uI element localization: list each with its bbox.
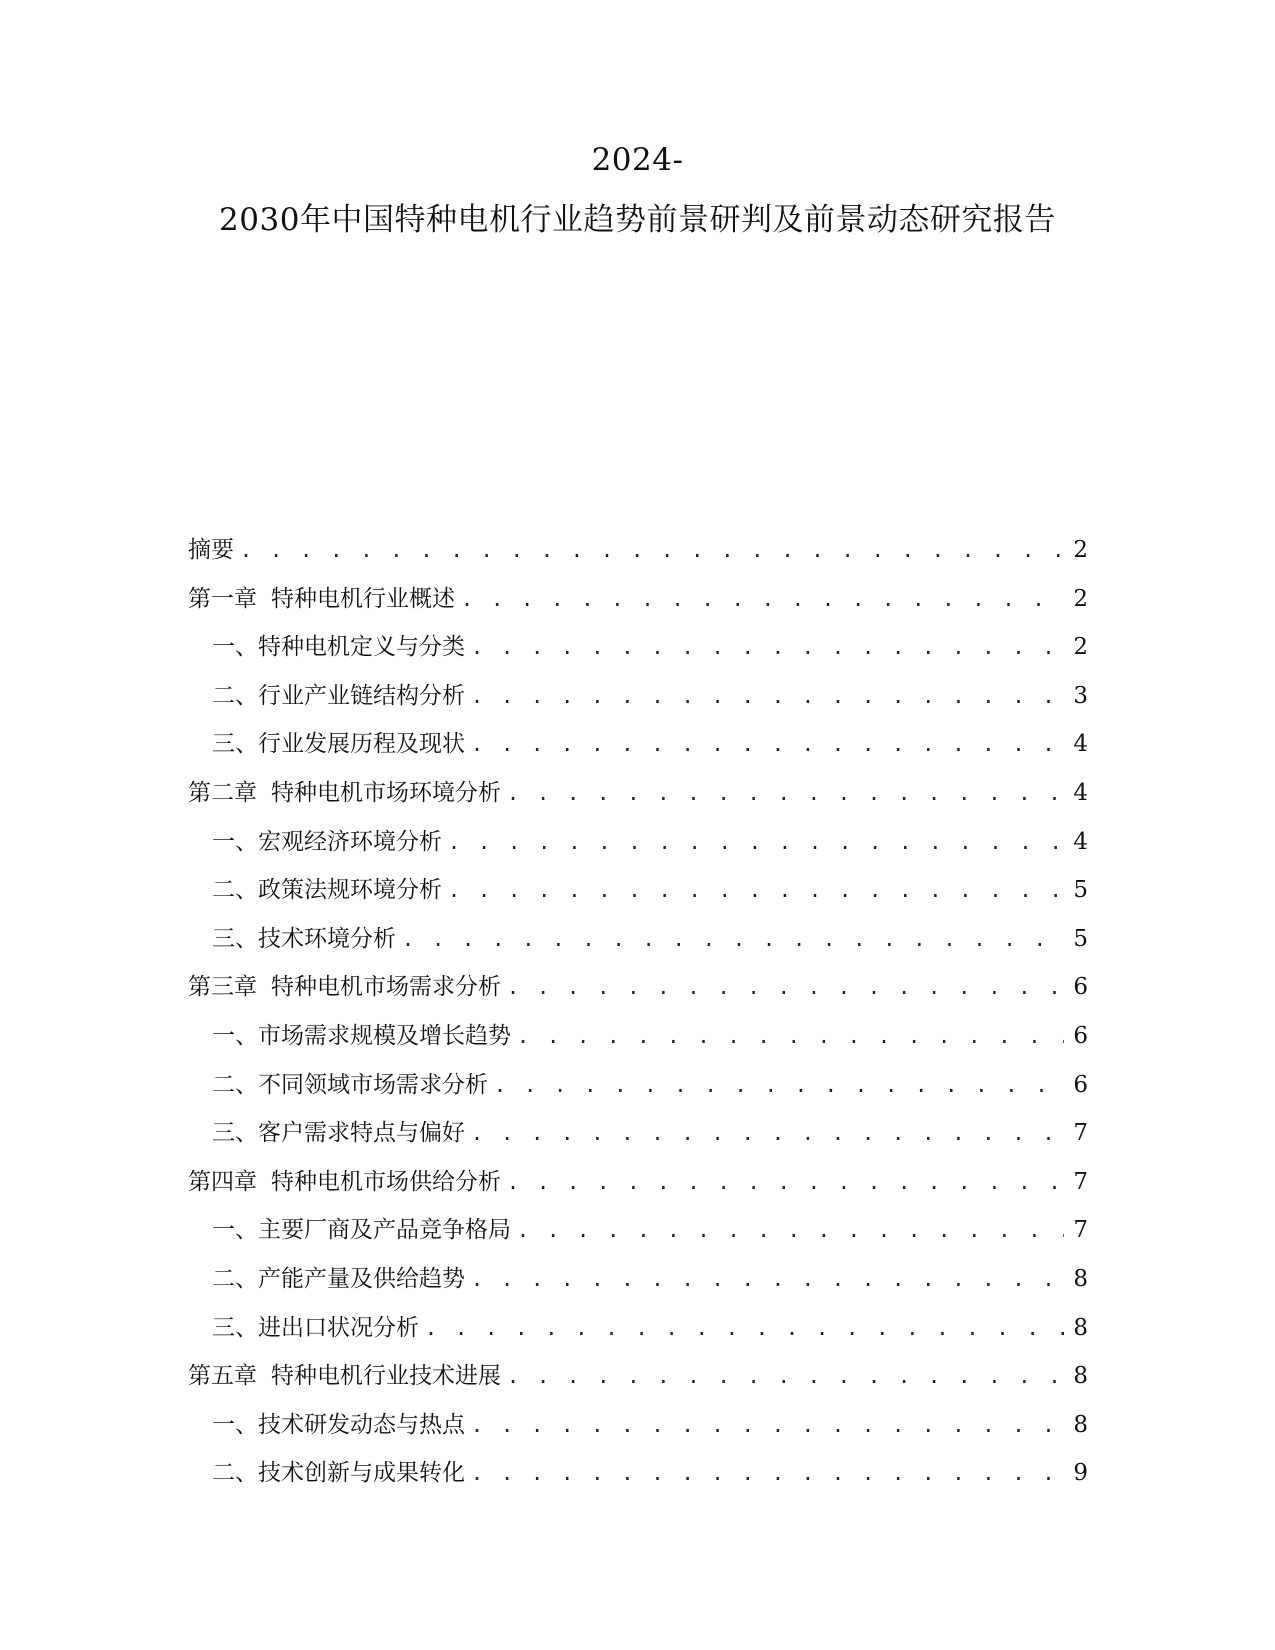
toc-entry[interactable] (188, 778, 1088, 827)
toc-entry[interactable] (188, 1167, 1088, 1216)
toc-page-number: 2 (1073, 537, 1088, 563)
toc-section-number: 一、 (212, 1411, 258, 1438)
toc-dot-leader (448, 827, 1064, 857)
toc-entry[interactable] (188, 1070, 1088, 1119)
toc-entry-label: 产能产量及供给趋势 (258, 1265, 465, 1292)
toc-chapter-number: 第二章 (188, 779, 257, 806)
toc-entry[interactable] (188, 972, 1088, 1021)
toc-page-number: 3 (1073, 682, 1088, 709)
toc-dot-leader (471, 1458, 1064, 1488)
toc-dot-leader (471, 632, 1064, 662)
toc-dot-leader (471, 1118, 1064, 1148)
toc-entry[interactable] (188, 1215, 1088, 1264)
toc-section-number: 一、 (212, 828, 258, 855)
toc-chapter-number: 第三章 (188, 974, 257, 1001)
toc-section-number: 一、 (212, 634, 258, 661)
toc-page-number: 7 (1073, 1168, 1088, 1195)
toc-dot-leader (461, 584, 1064, 614)
toc-page-number: 5 (1073, 877, 1088, 904)
toc-section-number: 三、 (212, 1120, 258, 1147)
toc-entry[interactable] (188, 729, 1088, 778)
toc-dot-leader (507, 1361, 1064, 1391)
toc-page-number: 2 (1073, 634, 1088, 661)
toc-dot-leader (471, 681, 1064, 711)
toc-entry[interactable] (188, 1313, 1088, 1362)
toc-entry-label: 行业发展历程及现状 (258, 731, 465, 758)
toc-page-number: 4 (1073, 731, 1088, 758)
toc-entry-label: 客户需求特点与偏好 (258, 1120, 465, 1147)
toc-entry-label: 技术研发动态与热点 (258, 1411, 465, 1438)
toc-section-number: 一、 (212, 1217, 258, 1244)
toc-entry-label: 特种电机定义与分类 (258, 634, 465, 661)
toc-section-number: 一、 (212, 1022, 258, 1049)
toc-page-number: 8 (1073, 1265, 1088, 1292)
toc-dot-leader (471, 1264, 1064, 1294)
toc-section-number: 二、 (212, 877, 258, 904)
toc-entry[interactable] (188, 827, 1088, 876)
toc-dot-leader (507, 778, 1064, 808)
toc-entry-label: 主要厂商及产品竞争格局 (258, 1217, 511, 1244)
toc-dot-leader (402, 924, 1064, 954)
toc-dot-leader (471, 729, 1064, 759)
toc-page-number: 7 (1073, 1120, 1088, 1147)
toc-entry-label: 特种电机市场环境分析 (271, 779, 501, 806)
toc-entry[interactable] (188, 1458, 1088, 1507)
toc-section-number: 三、 (212, 925, 258, 952)
toc-entry-label: 技术环境分析 (258, 925, 396, 952)
title-line-1: 2024- (591, 142, 684, 178)
toc-entry[interactable] (188, 875, 1088, 924)
toc-section-number: 二、 (212, 1071, 258, 1098)
title-line-2: 2030年中国特种电机行业趋势前景研判及前景动态研究报告 (219, 202, 1056, 238)
toc-page-number: 8 (1073, 1411, 1088, 1438)
table-of-contents (188, 535, 1088, 1507)
toc-entry-label: 特种电机行业概述 (271, 585, 455, 612)
document-title (0, 140, 1275, 240)
toc-chapter-number: 第五章 (188, 1363, 257, 1390)
toc-entry[interactable] (188, 1118, 1088, 1167)
toc-dot-leader (517, 1215, 1064, 1245)
toc-entry-label: 不同领域市场需求分析 (258, 1071, 488, 1098)
toc-page-number: 8 (1073, 1363, 1088, 1390)
toc-page-number: 7 (1073, 1217, 1088, 1244)
toc-entry-label: 特种电机行业技术进展 (271, 1363, 501, 1390)
toc-entry-label: 技术创新与成果转化 (258, 1460, 465, 1487)
toc-page-number: 8 (1073, 1314, 1088, 1341)
toc-section-number: 二、 (212, 1265, 258, 1292)
toc-section-number: 三、 (212, 1314, 258, 1341)
toc-entry[interactable] (188, 1361, 1088, 1410)
toc-entry-label: 特种电机市场需求分析 (271, 974, 501, 1001)
toc-entry-label: 摘要 (188, 537, 234, 563)
toc-dot-leader (517, 1021, 1064, 1051)
toc-dot-leader (240, 535, 1064, 565)
toc-section-number: 二、 (212, 682, 258, 709)
toc-dot-leader (471, 1410, 1064, 1440)
toc-entry[interactable] (188, 1264, 1088, 1313)
toc-dot-leader (507, 1167, 1064, 1197)
toc-dot-leader (425, 1313, 1064, 1343)
toc-page-number: 9 (1073, 1460, 1088, 1487)
toc-entry[interactable] (188, 924, 1088, 973)
toc-dot-leader (448, 875, 1064, 905)
toc-chapter-number: 第一章 (188, 585, 257, 612)
toc-page-number: 6 (1073, 1022, 1088, 1049)
toc-entry-label: 政策法规环境分析 (258, 877, 442, 904)
toc-entry-label: 特种电机市场供给分析 (271, 1168, 501, 1195)
toc-page-number: 6 (1073, 974, 1088, 1001)
toc-dot-leader (507, 972, 1064, 1002)
toc-dot-leader (494, 1070, 1064, 1100)
toc-page-number: 4 (1073, 779, 1088, 806)
toc-entry[interactable] (188, 1410, 1088, 1459)
toc-page-number: 6 (1073, 1071, 1088, 1098)
toc-entry-label: 进出口状况分析 (258, 1314, 419, 1341)
toc-entry-label: 行业产业链结构分析 (258, 682, 465, 709)
toc-entry[interactable] (188, 632, 1088, 681)
toc-section-number: 二、 (212, 1460, 258, 1487)
toc-page-number: 4 (1073, 828, 1088, 855)
toc-entry[interactable] (188, 535, 1088, 584)
toc-page-number: 2 (1073, 585, 1088, 612)
toc-entry-label: 宏观经济环境分析 (258, 828, 442, 855)
toc-entry[interactable] (188, 1021, 1088, 1070)
toc-entry-label: 市场需求规模及增长趋势 (258, 1022, 511, 1049)
toc-entry[interactable] (188, 681, 1088, 730)
toc-entry[interactable] (188, 584, 1088, 633)
toc-page-number: 5 (1073, 925, 1088, 952)
toc-chapter-number: 第四章 (188, 1168, 257, 1195)
toc-section-number: 三、 (212, 731, 258, 758)
